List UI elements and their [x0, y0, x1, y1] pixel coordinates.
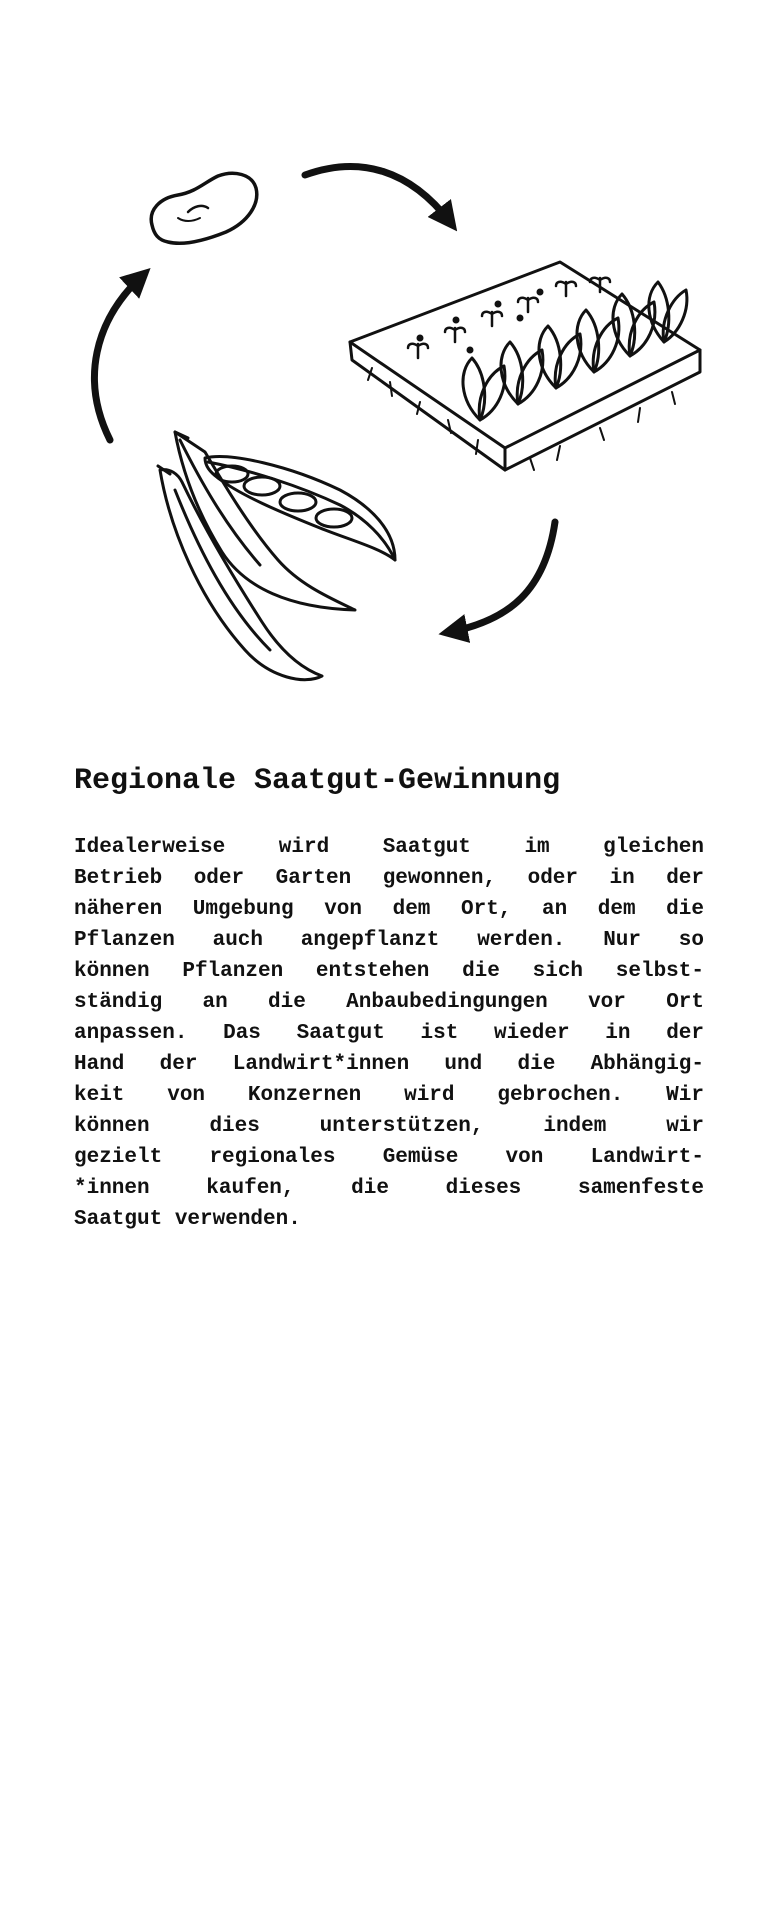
body-line: keit von Konzernen wird gebrochen. Wir [74, 1084, 704, 1107]
body-line: Betrieb oder Garten gewonnen, oder in der [74, 867, 704, 890]
body-line: Idealerweise wird Saatgut im gleichen [74, 836, 704, 859]
body-line: Pflanzen auch angepflanzt werden. Nur so [74, 929, 704, 952]
body-line: Hand der Landwirt*innen und die Abhängig- [74, 1053, 704, 1076]
seedling-tray-icon [350, 262, 700, 470]
body-line: können dies unterstützen, indem wir [74, 1115, 704, 1138]
body-line: *innen kaufen, die dieses samenfeste [74, 1177, 704, 1200]
body-paragraph [74, 832, 704, 1235]
body-line: näheren Umgebung von dem Ort, an dem die [74, 898, 704, 921]
body-line: können Pflanzen entstehen die sich selbst- [74, 960, 704, 983]
body-line: ständig an die Anbaubedingungen vor Ort [74, 991, 704, 1014]
arrow-to-seed-icon [94, 276, 142, 440]
body-line: gezielt regionales Gemüse von Landwirt- [74, 1146, 704, 1169]
body-line: Saatgut verwenden. [74, 1208, 301, 1231]
bean-pods-icon [158, 432, 395, 680]
bean-seed-icon [151, 173, 257, 243]
body-line: anpassen. Das Saatgut ist wieder in der [74, 1022, 704, 1045]
seed-cycle-illustration [0, 0, 775, 720]
arrow-to-tray-icon [305, 166, 450, 222]
page-title: Regionale Saatgut-Gewinnung [74, 764, 561, 798]
arrow-to-pods-icon [450, 522, 555, 632]
